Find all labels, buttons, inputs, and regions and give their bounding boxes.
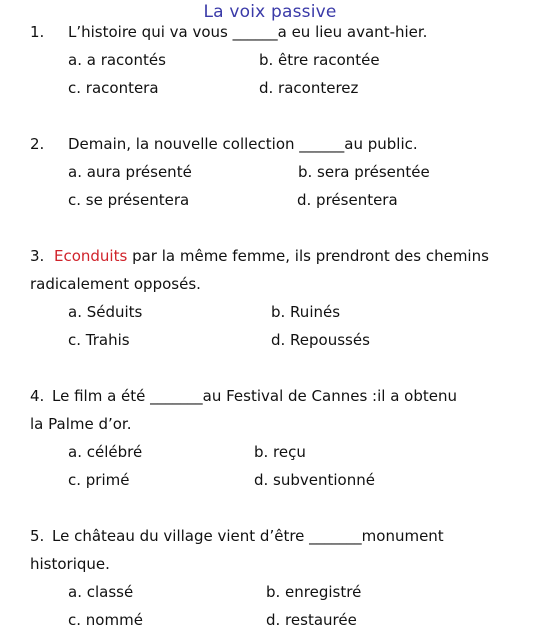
question-4-option-c[interactable]: c. primé xyxy=(68,471,130,489)
question-3-option-b[interactable]: b. Ruinés xyxy=(271,303,341,321)
question-number: 3. xyxy=(30,247,45,265)
question-number: 2. xyxy=(30,135,45,153)
question-text-line: Le château du village vient d’être _______monument xyxy=(52,527,444,545)
question-5-stem xyxy=(30,526,444,546)
question-2-option-c[interactable]: c. se présentera xyxy=(68,191,190,209)
question-number: 1. xyxy=(30,23,45,41)
question-5-option-c[interactable]: c. nommé xyxy=(68,611,143,629)
question-2-option-d[interactable]: d. présentera xyxy=(297,191,398,209)
question-number: 4. xyxy=(30,387,45,405)
page-title: La voix passive xyxy=(203,2,337,22)
question-1-option-c[interactable]: c. racontera xyxy=(68,79,159,97)
question-5-option-d[interactable]: d. restaurée xyxy=(266,611,357,629)
highlighted-word: Econduits xyxy=(54,247,128,265)
question-text-line: Demain, la nouvelle collection ______au public. xyxy=(68,135,418,153)
question-1-option-b[interactable]: b. être racontée xyxy=(259,51,380,69)
question-3-option-c[interactable]: c. Trahis xyxy=(68,331,130,349)
question-1-option-d[interactable]: d. raconterez xyxy=(259,79,359,97)
question-text-line: Le film a été _______au Festival de Cannes :il a obtenu xyxy=(52,387,457,405)
question-4-option-d[interactable]: d. subventionné xyxy=(254,471,375,489)
question-1-option-a[interactable]: a. a racontés xyxy=(68,51,166,69)
question-3-option-a[interactable]: a. Séduits xyxy=(68,303,143,321)
question-2-stem xyxy=(30,134,418,154)
question-4-stem xyxy=(30,386,457,406)
question-2-option-a[interactable]: a. aura présenté xyxy=(68,163,192,181)
question-5-stem-cont: historique. xyxy=(30,555,110,573)
question-text-line: par la même femme, ils prendront des chemins xyxy=(127,247,489,265)
question-4-option-a[interactable]: a. célébré xyxy=(68,443,143,461)
question-5-option-a[interactable]: a. classé xyxy=(68,583,134,601)
question-3-stem xyxy=(30,246,489,266)
question-2-option-b[interactable]: b. sera présentée xyxy=(298,163,430,181)
question-3-stem-cont: radicalement opposés. xyxy=(30,275,201,293)
question-5-option-b[interactable]: b. enregistré xyxy=(266,583,362,601)
question-1-stem xyxy=(30,22,427,42)
question-4-option-b[interactable]: b. reçu xyxy=(254,443,306,461)
question-text-line: L’histoire qui va vous ______a eu lieu avant-hier. xyxy=(68,23,428,41)
question-number: 5. xyxy=(30,527,45,545)
question-3-option-d[interactable]: d. Repoussés xyxy=(271,331,370,349)
question-4-stem-cont: la Palme d’or. xyxy=(30,415,132,433)
